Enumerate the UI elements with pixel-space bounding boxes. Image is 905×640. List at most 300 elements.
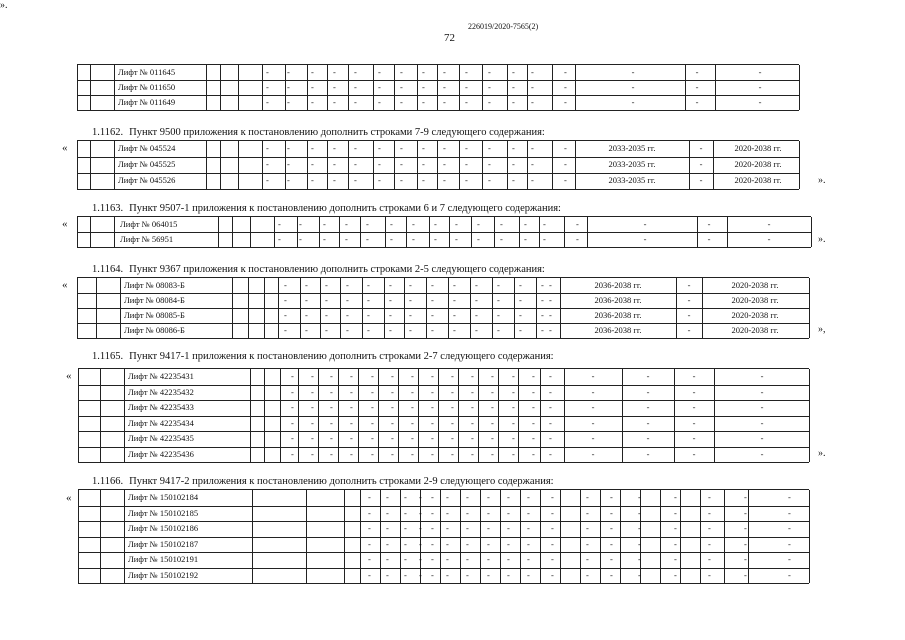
doc-code: 226019/2020-7565(2) <box>468 22 539 31</box>
dash-cell: - <box>431 523 434 533</box>
dash-cell: - <box>278 234 281 244</box>
dash-cell: - <box>311 386 314 397</box>
dash-cell: - <box>366 219 369 229</box>
value-cell: - <box>758 82 762 92</box>
dash-cell: - <box>323 219 326 229</box>
dash-cell: - <box>455 219 458 229</box>
dash-cell: - <box>419 554 422 564</box>
dash-cell: - <box>519 280 522 290</box>
dash-cell: - <box>266 175 269 185</box>
dash-cell: - <box>431 402 434 412</box>
dash-cell: - <box>586 538 589 549</box>
dash-cell: - <box>284 280 287 290</box>
dash-cell: - <box>451 386 454 397</box>
dash-cell: - <box>744 554 747 564</box>
dash-cell: - <box>400 82 403 92</box>
dash-cell: - <box>465 175 468 185</box>
dash-cell: - <box>311 417 314 428</box>
value-cell: 2020-2038 гг. <box>734 175 782 185</box>
dash-cell: - <box>466 538 469 549</box>
value-cell: 2033-2035 гг. <box>608 175 656 185</box>
dash-cell: - <box>551 538 554 549</box>
dash-cell: - <box>488 82 491 92</box>
dash-cell: - <box>305 325 308 335</box>
dash-cell: - <box>610 507 613 518</box>
lift-table <box>77 64 799 110</box>
dash-cell: - <box>330 402 333 412</box>
dash-cell: - <box>744 538 747 549</box>
dash-cell: - <box>788 554 791 564</box>
dash-cell: - <box>378 97 381 107</box>
dash-cell: - <box>507 538 510 549</box>
dash-cell: - <box>487 569 490 580</box>
dash-cell: - <box>551 523 554 533</box>
dash-cell: - <box>419 507 422 518</box>
dash-cell: - <box>386 538 389 549</box>
lift-label: Лифт № 150102187 <box>128 538 199 549</box>
dash-cell: - <box>346 295 349 305</box>
dash-cell: - <box>564 143 567 153</box>
dash-cell: - <box>512 433 515 443</box>
dash-cell: - <box>325 325 328 335</box>
dash-cell: - <box>287 175 290 185</box>
closing-quote: ». <box>818 234 826 245</box>
dash-cell: - <box>708 554 711 564</box>
dash-cell: - <box>284 310 287 320</box>
value-cell: - <box>760 433 764 443</box>
dash-cell: - <box>471 433 474 443</box>
dash-cell: - <box>291 371 294 381</box>
dash-cell: - <box>576 234 579 244</box>
paragraph-text: Пункт 9367 приложения к постановлению дополнить строками 2-5 следующего содержания: <box>129 264 545 275</box>
value-cell: - <box>631 67 635 77</box>
dash-cell: - <box>549 386 552 397</box>
dash-cell: - <box>708 507 711 518</box>
dash-cell: - <box>455 234 458 244</box>
dash-cell: - <box>531 175 534 185</box>
opening-quote: « <box>62 279 68 291</box>
dash-cell: - <box>788 569 791 580</box>
dash-cell: - <box>674 507 677 518</box>
dash-cell: - <box>367 325 370 335</box>
dash-cell: - <box>266 82 269 92</box>
dash-cell: - <box>708 538 711 549</box>
dash-cell: - <box>527 507 530 518</box>
dash-cell: - <box>638 569 641 580</box>
dash-cell: - <box>404 507 407 518</box>
dash-cell: - <box>788 523 791 533</box>
dash-cell: - <box>371 402 374 412</box>
dash-cell: - <box>419 569 422 580</box>
dash-cell: - <box>475 325 478 335</box>
dash-cell: - <box>466 492 469 502</box>
dash-cell: - <box>519 295 522 305</box>
dash-cell: - <box>564 159 567 169</box>
dash-cell: - <box>368 492 371 502</box>
dash-cell: - <box>431 492 434 502</box>
value-cell: 2036-2038 гг. <box>594 325 642 335</box>
dash-cell: - <box>446 538 449 549</box>
value-cell: - <box>591 433 595 443</box>
dash-cell: - <box>487 538 490 549</box>
dash-cell: - <box>543 219 546 229</box>
dash-cell: - <box>409 295 412 305</box>
dash-cell: - <box>497 295 500 305</box>
dash-cell: - <box>527 523 530 533</box>
dash-cell: - <box>446 523 449 533</box>
dash-cell: - <box>446 569 449 580</box>
dash-cell: - <box>488 175 491 185</box>
dash-cell: - <box>527 538 530 549</box>
dash-cell: - <box>512 371 515 381</box>
dash-cell: - <box>333 175 336 185</box>
dash-cell: - <box>431 554 434 564</box>
paragraph-heading <box>92 264 551 275</box>
dash-cell: - <box>323 234 326 244</box>
dash-cell: - <box>325 280 328 290</box>
dash-cell: - <box>411 386 414 397</box>
value-cell: - <box>687 325 691 335</box>
closing-quote: ». <box>818 175 826 186</box>
dash-cell: - <box>371 417 374 428</box>
dash-cell: - <box>551 569 554 580</box>
dash-cell: - <box>404 523 407 533</box>
lift-label: Лифт № 045525 <box>118 159 176 169</box>
dash-cell: - <box>446 492 449 502</box>
dash-cell: - <box>527 492 530 502</box>
dash-cell: - <box>287 97 290 107</box>
value-cell: - <box>591 402 595 412</box>
dash-cell: - <box>291 433 294 443</box>
dash-cell: - <box>443 143 446 153</box>
lift-label: Лифт № 42235435 <box>128 433 194 443</box>
paragraph-heading <box>92 476 560 487</box>
dash-cell: - <box>532 402 535 412</box>
dash-cell: - <box>311 448 314 459</box>
lift-table <box>78 368 809 462</box>
dash-cell: - <box>390 234 393 244</box>
dash-cell: - <box>465 67 468 77</box>
value-cell: - <box>643 234 647 244</box>
dash-cell: - <box>491 386 494 397</box>
dash-cell: - <box>291 386 294 397</box>
dash-cell: - <box>507 554 510 564</box>
dash-cell: - <box>367 280 370 290</box>
dash-cell: - <box>346 325 349 335</box>
dash-cell: - <box>389 310 392 320</box>
dash-cell: - <box>330 386 333 397</box>
value-cell: - <box>631 82 635 92</box>
value-cell: 2020-2038 гг. <box>731 280 779 290</box>
dash-cell: - <box>389 280 392 290</box>
dash-cell: - <box>311 82 314 92</box>
dash-cell: - <box>389 295 392 305</box>
dash-cell: - <box>466 554 469 564</box>
dash-cell: - <box>551 554 554 564</box>
lift-label: Лифт № 08085-Б <box>124 310 185 320</box>
dash-cell: - <box>330 433 333 443</box>
dash-cell: - <box>287 143 290 153</box>
dash-cell: - <box>527 554 530 564</box>
dash-cell: - <box>368 569 371 580</box>
dash-cell: - <box>507 523 510 533</box>
dash-cell: - <box>346 310 349 320</box>
dash-cell: - <box>434 234 437 244</box>
lift-label: Лифт № 42235433 <box>128 402 194 412</box>
dash-cell: - <box>487 523 490 533</box>
dash-cell: - <box>744 569 747 580</box>
dash-cell: - <box>422 97 425 107</box>
dash-cell: - <box>453 325 456 335</box>
dash-cell: - <box>367 295 370 305</box>
dash-cell: - <box>500 219 503 229</box>
paragraph-number: 1.1163. <box>92 203 124 214</box>
dash-cell: - <box>411 371 414 381</box>
dash-cell: - <box>354 143 357 153</box>
dash-cell: - <box>519 325 522 335</box>
dash-cell: - <box>541 325 544 335</box>
dash-cell: - <box>371 448 374 459</box>
lift-label: Лифт № 150102192 <box>128 569 199 580</box>
dash-cell: - <box>519 310 522 320</box>
dash-cell: - <box>451 433 454 443</box>
paragraph-text: Пункт 9507-1 приложения к постановлению дополнить строками 6 и 7 следующего содержания: <box>129 203 561 214</box>
closing-quote: ». <box>818 448 826 459</box>
dash-cell: - <box>543 234 546 244</box>
dash-cell: - <box>541 295 544 305</box>
lift-label: Лифт № 045526 <box>118 175 176 185</box>
dash-cell: - <box>471 402 474 412</box>
dash-cell: - <box>487 554 490 564</box>
dash-cell: - <box>371 371 374 381</box>
dash-cell: - <box>378 175 381 185</box>
dash-cell: - <box>390 219 393 229</box>
dash-cell: - <box>443 82 446 92</box>
dash-cell: - <box>610 523 613 533</box>
lift-label: Лифт № 56951 <box>120 234 174 244</box>
dash-cell: - <box>354 67 357 77</box>
dash-cell: - <box>507 492 510 502</box>
dash-cell: - <box>391 386 394 397</box>
dash-cell: - <box>564 175 567 185</box>
value-cell: - <box>695 97 699 107</box>
dash-cell: - <box>330 417 333 428</box>
dash-cell: - <box>531 143 534 153</box>
dash-cell: - <box>431 417 434 428</box>
value-cell: 2020-2038 гг. <box>731 295 779 305</box>
paragraph-text: Пункт 9417-2 приложения к постановлению дополнить строками 2-9 следующего содержания: <box>129 476 554 487</box>
table-column-line <box>809 278 810 338</box>
dash-cell: - <box>564 67 567 77</box>
lift-label: Лифт № 150102191 <box>128 554 199 564</box>
dash-cell: - <box>411 448 414 459</box>
lift-label: Лифт № 08086-Б <box>124 325 185 335</box>
lift-label: Лифт № 08083-Б <box>124 280 185 290</box>
dash-cell: - <box>305 280 308 290</box>
closing-quote: », <box>818 324 826 335</box>
dash-cell: - <box>471 386 474 397</box>
value-cell: 2033-2035 гг. <box>608 143 656 153</box>
dash-cell: - <box>333 97 336 107</box>
dash-cell: - <box>443 175 446 185</box>
dash-cell: - <box>512 82 515 92</box>
dash-cell: - <box>311 67 314 77</box>
dash-cell: - <box>488 67 491 77</box>
dash-cell: - <box>446 507 449 518</box>
value-cell: - <box>646 402 650 412</box>
value-cell: - <box>699 175 703 185</box>
dash-cell: - <box>453 295 456 305</box>
dash-cell: - <box>368 523 371 533</box>
dash-cell: - <box>488 143 491 153</box>
dash-cell: - <box>549 310 552 320</box>
value-cell: - <box>646 417 650 428</box>
dash-cell: - <box>409 310 412 320</box>
dash-cell: - <box>350 386 353 397</box>
dash-cell: - <box>549 448 552 459</box>
dash-cell: - <box>465 82 468 92</box>
dash-cell: - <box>443 67 446 77</box>
dash-cell: - <box>532 417 535 428</box>
value-cell: - <box>646 448 650 459</box>
table-column-line <box>809 369 810 462</box>
value-cell: - <box>692 433 696 443</box>
dash-cell: - <box>512 417 515 428</box>
dash-cell: - <box>400 175 403 185</box>
dash-cell: - <box>350 448 353 459</box>
dash-cell: - <box>325 295 328 305</box>
lift-table <box>78 489 809 583</box>
dash-cell: - <box>512 175 515 185</box>
dash-cell: - <box>409 280 412 290</box>
dash-cell: - <box>287 159 290 169</box>
dash-cell: - <box>333 143 336 153</box>
dash-cell: - <box>371 433 374 443</box>
dash-cell: - <box>311 97 314 107</box>
table-column-line <box>809 490 810 583</box>
dash-cell: - <box>367 310 370 320</box>
dash-cell: - <box>512 448 515 459</box>
dash-cell: - <box>744 523 747 533</box>
dash-cell: - <box>549 280 552 290</box>
paragraph-heading <box>92 203 567 214</box>
dash-cell: - <box>564 82 567 92</box>
dash-cell: - <box>311 175 314 185</box>
dash-cell: - <box>541 280 544 290</box>
dash-cell: - <box>475 295 478 305</box>
dash-cell: - <box>434 219 437 229</box>
dash-cell: - <box>497 310 500 320</box>
dash-cell: - <box>475 280 478 290</box>
dash-cell: - <box>507 507 510 518</box>
value-cell: - <box>646 371 650 381</box>
value-cell: - <box>707 234 711 244</box>
value-cell: - <box>687 310 691 320</box>
dash-cell: - <box>391 402 394 412</box>
dash-cell: - <box>391 433 394 443</box>
dash-cell: - <box>350 433 353 443</box>
value-cell: - <box>758 97 762 107</box>
dash-cell: - <box>411 433 414 443</box>
dash-cell: - <box>500 234 503 244</box>
value-cell: - <box>699 159 703 169</box>
dash-cell: - <box>431 386 434 397</box>
dash-cell: - <box>451 417 454 428</box>
dash-cell: - <box>497 280 500 290</box>
dash-cell: - <box>311 159 314 169</box>
dash-cell: - <box>411 402 414 412</box>
lift-label: Лифт № 150102184 <box>128 492 199 502</box>
paragraph-number: 1.1162. <box>92 127 124 138</box>
dash-cell: - <box>610 569 613 580</box>
value-cell: - <box>758 67 762 77</box>
dash-cell: - <box>378 67 381 77</box>
value-cell: - <box>643 219 647 229</box>
value-cell: 2036-2038 гг. <box>594 310 642 320</box>
lift-label: Лифт № 42235436 <box>128 448 194 459</box>
dash-cell: - <box>488 159 491 169</box>
paragraph-heading <box>92 351 560 362</box>
dash-cell: - <box>549 402 552 412</box>
dash-cell: - <box>453 280 456 290</box>
dash-cell: - <box>475 310 478 320</box>
dash-cell: - <box>451 402 454 412</box>
dash-cell: - <box>586 554 589 564</box>
dash-cell: - <box>422 67 425 77</box>
lift-label: Лифт № 150102185 <box>128 507 199 518</box>
dash-cell: - <box>549 295 552 305</box>
dash-cell: - <box>299 234 302 244</box>
opening-quote: « <box>66 492 72 504</box>
dash-cell: - <box>512 386 515 397</box>
dash-cell: - <box>708 492 711 502</box>
dash-cell: - <box>333 82 336 92</box>
value-cell: - <box>687 280 691 290</box>
dash-cell: - <box>431 538 434 549</box>
dash-cell: - <box>368 554 371 564</box>
opening-quote: « <box>66 370 72 382</box>
lift-table <box>77 277 809 338</box>
dash-cell: - <box>443 159 446 169</box>
dash-cell: - <box>330 448 333 459</box>
dash-cell: - <box>422 175 425 185</box>
dash-cell: - <box>391 448 394 459</box>
dash-cell: - <box>466 507 469 518</box>
dash-cell: - <box>400 143 403 153</box>
dash-cell: - <box>422 82 425 92</box>
dash-cell: - <box>610 492 613 502</box>
dash-cell: - <box>431 569 434 580</box>
dash-cell: - <box>465 97 468 107</box>
dash-cell: - <box>378 143 381 153</box>
value-cell: 2033-2035 гг. <box>608 159 656 169</box>
dash-cell: - <box>431 433 434 443</box>
value-cell: - <box>699 143 703 153</box>
dash-cell: - <box>531 97 534 107</box>
lift-label: Лифт № 011645 <box>118 67 176 77</box>
dash-cell: - <box>446 554 449 564</box>
dash-cell: - <box>610 538 613 549</box>
dash-cell: - <box>422 159 425 169</box>
dash-cell: - <box>391 417 394 428</box>
dash-cell: - <box>487 492 490 502</box>
value-cell: 2020-2038 гг. <box>734 143 782 153</box>
value-cell: - <box>692 417 696 428</box>
dash-cell: - <box>431 448 434 459</box>
dash-cell: - <box>345 234 348 244</box>
dash-cell: - <box>404 538 407 549</box>
dash-cell: - <box>311 402 314 412</box>
